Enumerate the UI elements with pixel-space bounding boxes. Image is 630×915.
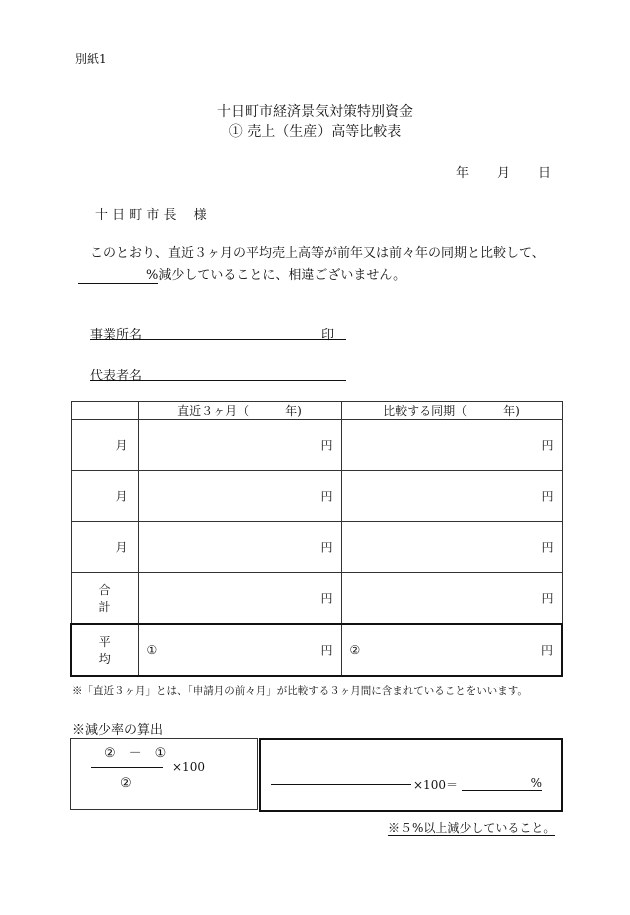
representative-field[interactable]: [90, 365, 346, 384]
statement-line2: [78, 264, 406, 284]
date-month: 月: [497, 166, 511, 181]
compare-amount-cell[interactable]: 円: [341, 471, 562, 522]
statement-rest: 減少していることに、相違ございません。: [158, 268, 407, 283]
rate-result-field[interactable]: [462, 776, 542, 791]
result-times100: ×100＝: [413, 778, 458, 792]
formula-denominator: ②: [120, 776, 132, 791]
condition-note: [388, 819, 555, 836]
footnote: ※「直近３ヶ月」とは、「申請月の前々月」が比較する３ヶ月間に含まれていることをいいます。: [72, 685, 528, 697]
percent-blank[interactable]: [78, 268, 146, 284]
table-header-row: [71, 402, 562, 420]
formula-times100: ×100: [172, 760, 205, 774]
condition-text: ※５%以上減少していること。: [388, 821, 556, 835]
compare-amount-cell[interactable]: 円: [341, 522, 562, 573]
month-label-cell: 月: [71, 471, 138, 522]
representative-label: 代表者名: [90, 369, 143, 384]
recent-average-cell[interactable]: ① 円: [138, 624, 341, 676]
formula-box: [70, 738, 258, 810]
page-subtitle: ① 売上（生産）高等比較表: [228, 124, 402, 140]
page-title: 十日町市経済景気対策特別資金: [217, 104, 413, 120]
statement-line1: このとおり、直近３ヶ月の平均売上高等が前年又は前々年の同期と比較して、: [90, 246, 545, 261]
recent-total-cell[interactable]: 円: [138, 573, 341, 625]
table-row-average: [71, 624, 562, 676]
office-name-label: 事業所名: [90, 328, 143, 343]
compare-average-cell[interactable]: ② 円: [341, 624, 562, 676]
average-label-cell: 平均: [71, 624, 138, 676]
month-label-cell: 月: [71, 522, 138, 573]
recent-amount-cell[interactable]: 円: [138, 471, 341, 522]
result-percent: %: [530, 776, 542, 790]
fraction-bar: [91, 767, 163, 768]
recent-amount-cell[interactable]: 円: [138, 522, 341, 573]
table-row: [71, 522, 562, 573]
formula-numerator: ② － ①: [104, 746, 167, 761]
compare-amount-cell[interactable]: 円: [341, 420, 562, 471]
rate-blank-line[interactable]: [271, 784, 411, 785]
attachment-label: 別紙1: [75, 52, 107, 66]
header-empty-cell: [71, 402, 138, 420]
compare-total-cell[interactable]: 円: [341, 573, 562, 625]
date-year: 年: [456, 166, 470, 181]
percent-sign: %: [146, 268, 159, 283]
table-row: [71, 471, 562, 522]
table-row: [71, 420, 562, 471]
office-name-field[interactable]: [90, 324, 346, 343]
recent-amount-cell[interactable]: 円: [138, 420, 341, 471]
header-recent: 直近３ヶ月（ 年): [138, 402, 341, 420]
result-box: [259, 738, 563, 812]
header-compare: 比較する同期（ 年): [341, 402, 562, 420]
table-row-total: [71, 573, 562, 625]
total-label-cell: 合計: [71, 573, 138, 625]
calc-heading: ※減少率の算出: [72, 723, 164, 738]
seal-label: 印: [321, 328, 335, 343]
sales-comparison-table: [70, 401, 563, 677]
date-day: 日: [538, 166, 552, 181]
month-label-cell: 月: [71, 420, 138, 471]
addressee: 十 日 町 市 長 様: [95, 208, 207, 223]
